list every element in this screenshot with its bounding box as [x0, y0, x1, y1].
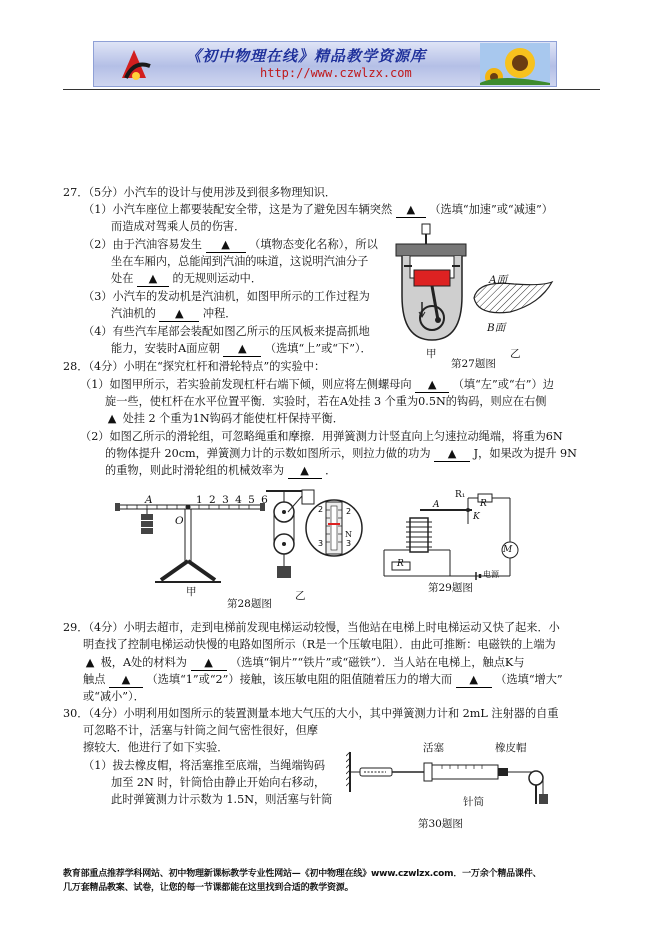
fig27-b-face: B面: [487, 322, 506, 334]
q30-part1-cont: 加至 2N 时，针筒恰由静止开始向右移动，: [111, 776, 326, 789]
svg-text:2: 2: [346, 507, 352, 516]
engine-cylinder-figure: [392, 222, 470, 346]
q30-part1: （1）拔去橡皮帽，将活塞推至底端，当绳端钩码: [83, 759, 326, 772]
fig28-yi-label: 乙: [295, 590, 306, 602]
banner-title: 《初中物理在线》精品教学资源库: [186, 47, 427, 65]
q27-part4: （4）有些汽车尾部会装配如图乙所示的压风板来提高抓地: [83, 325, 370, 338]
q30-stem-line3: 擦较大．他进行了如下实验．: [83, 741, 229, 754]
fig27-caption: 第27题图: [451, 358, 496, 370]
fig27-jia-label: 甲: [426, 348, 437, 360]
q27-part1: （1）小汽车座位上都要装配安全带，这是为了避免因车辆突然 ▲ （选填“加速”或“减速”）: [83, 203, 553, 216]
answer-blank[interactable]: ▲: [396, 203, 426, 218]
answer-blank[interactable]: ▲: [107, 412, 117, 425]
q28-part1: （1）如图甲所示，若实验前发现杠杆右端下倾，则应将左侧螺母向 ▲ （填“左”或“右”）边: [80, 378, 554, 391]
footer-line1: 教育部重点推荐学科网站、初中物理新课标教学专业性网站—《初中物理在线》www.czwlzx.com．一万余个精品课件、: [63, 869, 542, 879]
fig30-cap-label: 橡皮帽: [495, 742, 527, 754]
lever-figure: [115, 494, 265, 586]
svg-text:3: 3: [318, 539, 324, 548]
fig29-k-label: K: [473, 512, 480, 522]
fig29-power-label: 电源: [483, 570, 499, 579]
svg-text:3: 3: [346, 539, 352, 548]
air-deflector-figure: [470, 274, 554, 322]
q28-stem: 28．（4分）小明在“探究杠杆和滑轮特点”的实验中：: [63, 360, 326, 373]
q28-part1-cont2: ▲ 处挂 2 个重为1N钩码才能使杠杆保持平衡．: [105, 412, 344, 426]
q27-part3-cont: 汽油机的 ▲ 冲程．: [111, 307, 237, 320]
fig30-piston-label: 活塞: [423, 742, 444, 754]
q29-stem-line3: ▲ 极，A处的材料为 ▲ （选填“铜片”“铁片”或“磁铁”）．当人站在电梯上，触点K与: [83, 656, 524, 671]
answer-blank[interactable]: ▲: [288, 464, 322, 479]
answer-blank[interactable]: ▲: [223, 342, 261, 357]
lever-label-a: A: [145, 494, 153, 506]
q27-part3: （3）小汽车的发动机是汽油机，如图甲所示的工作过程为: [83, 290, 370, 303]
fig29-r-label: R: [480, 499, 487, 509]
sunflower-icon: [480, 43, 550, 85]
q28-part2-cont2: 的重物，则此时滑轮组的机械效率为 ▲ ．: [105, 464, 337, 477]
answer-blank[interactable]: ▲: [137, 272, 169, 287]
answer-blank[interactable]: ▲: [456, 673, 492, 688]
header-rule: [63, 89, 600, 90]
footer-line2: 几万套精品教案、试卷，让您的每一节课都能在这里找到合适的教学资源。: [63, 883, 354, 893]
fig29-r-bottom-label: R: [397, 559, 404, 569]
logo-icon: [116, 48, 152, 82]
syringe-apparatus-figure: [346, 748, 550, 806]
q27-part1-cont: 而造成对驾乘人员的伤害．: [111, 220, 246, 233]
q29-stem-line1: 29．（4分）小明去超市，走到电梯前发现电梯运动较慢，当他站在电梯上时电梯运动又快了起来．小: [63, 621, 560, 634]
answer-blank[interactable]: ▲: [159, 307, 199, 322]
fig27-yi-label: 乙: [510, 348, 521, 360]
fig29-caption: 第29题图: [428, 582, 473, 594]
q30-stem-line1: 30．（4分）小明利用如图所示的装置测量本地大气压的大小，其中弹簧测力计和 2mL 注射器的自重: [63, 707, 559, 720]
q30-stem-line2: 可忽略不计，活塞与针筒之间气密性很好，但摩: [83, 724, 318, 737]
answer-blank[interactable]: ▲: [85, 656, 95, 669]
banner-url[interactable]: http://www.czwlzx.com: [260, 66, 412, 80]
q28-part1-cont: 旋一些，使杠杆在水平位置平衡．实验时，若在A处挂 3 个重为0.5N的钩码，则应在右侧: [105, 395, 547, 408]
q29-stem-line2: 明查找了控制电梯运动快慢的电路如图所示（R是一个压敏电阻）．由此可推断：电磁铁的上端为: [83, 638, 556, 651]
answer-blank[interactable]: ▲: [109, 673, 143, 688]
header-banner: [93, 41, 557, 87]
q27-part2-cont: 坐在车厢内，总能闻到汽油的味道，这说明汽油分子: [111, 255, 369, 268]
answer-blank[interactable]: ▲: [206, 238, 246, 253]
q27-part2: （2）由于汽油容易发生 ▲ （填物态变化名称），所以: [83, 238, 378, 251]
fig27-a-face: A面: [489, 274, 508, 286]
q27-stem: 27．（5分）小汽车的设计与使用涉及到很多物理知识．: [63, 186, 337, 199]
answer-blank[interactable]: ▲: [415, 378, 449, 393]
fig30-caption: 第30题图: [418, 818, 463, 830]
answer-blank[interactable]: ▲: [434, 447, 470, 462]
svg-text:2: 2: [318, 505, 324, 514]
scale-unit-label: N: [345, 530, 352, 539]
fig29-r1-label: R₁: [455, 490, 466, 500]
fig28-caption: 第28题图: [227, 598, 272, 610]
q28-part2-cont: 的物体提升 20cm，弹簧测力计的示数如图所示，则拉力做的功为 ▲ J，如果改为提升 9N: [105, 447, 577, 460]
q30-part1-cont2: 此时弹簧测力计示数为 1.5N，则活塞与针筒: [111, 793, 333, 806]
q28-part2: （2）如图乙所示的滑轮组，可忽略绳重和摩擦．用弹簧测力计竖直向上匀速拉动绳端，将重为6N: [80, 430, 563, 443]
fig29-a-label: A: [433, 500, 440, 510]
answer-blank[interactable]: ▲: [191, 656, 227, 671]
fig29-m-label: M: [503, 545, 513, 555]
q27-part2-cont2: 处在 ▲ 的无规则运动中．: [111, 272, 263, 285]
q27-part4-cont: 能力，安装时A面应朝 ▲ （选填“上”或“下”）．: [111, 342, 372, 355]
fig28-jia-label: 甲: [186, 586, 197, 598]
lever-tick-labels: 1 2 3 4 5 6: [196, 494, 268, 506]
lever-label-o: O: [175, 515, 184, 527]
q29-stem-line5: 或“减小”）．: [83, 690, 145, 703]
fig30-barrel-label: 针筒: [463, 796, 484, 808]
q29-stem-line4: 触点 ▲ （选填“1”或“2”）接触，该压敏电阻的阻值随着压力的增大而 ▲ （选填“增大”: [83, 673, 563, 686]
